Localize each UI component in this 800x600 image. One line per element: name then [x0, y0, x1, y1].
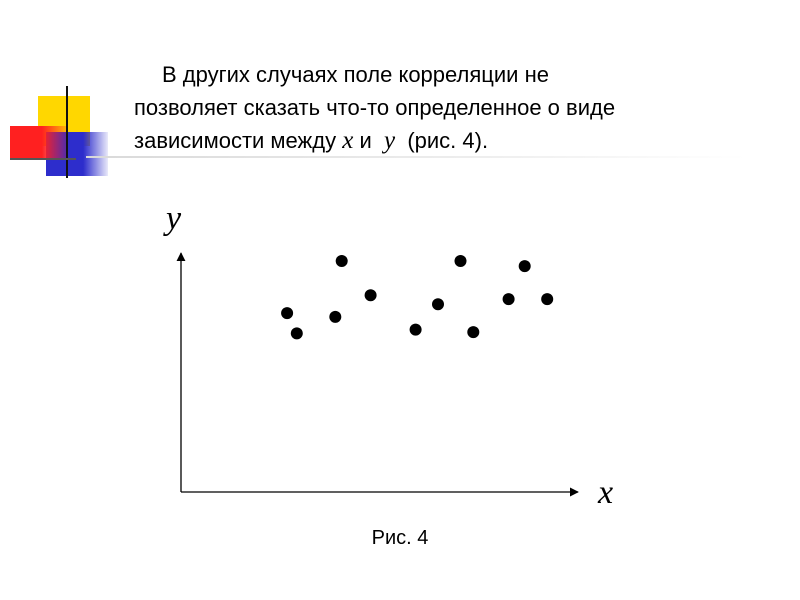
- title-conjunction: и: [359, 128, 372, 153]
- data-point-12: [541, 293, 553, 305]
- title-line-2: позволяет сказать что-то определенное о виде: [134, 95, 616, 120]
- title-var-y: y: [383, 127, 396, 154]
- data-point-8: [455, 255, 467, 267]
- data-point-1: [281, 307, 293, 319]
- data-point-3: [329, 311, 341, 323]
- data-point-7: [432, 298, 444, 310]
- data-points: [281, 255, 553, 339]
- data-point-2: [291, 327, 303, 339]
- data-point-9: [467, 326, 479, 338]
- data-point-6: [410, 324, 422, 336]
- data-point-10: [503, 293, 515, 305]
- data-point-4: [336, 255, 348, 267]
- y-axis-label: y: [166, 200, 182, 237]
- data-point-5: [365, 289, 377, 301]
- title-line-1: В других случаях поле корреляции не: [162, 62, 549, 87]
- figure-caption: Рис. 4: [371, 527, 429, 549]
- title-line-3-text: зависимости между: [134, 128, 337, 153]
- title-var-x: x: [342, 127, 354, 154]
- x-axis-label: x: [598, 474, 614, 511]
- data-point-11: [519, 260, 531, 272]
- title-line-3-end: (рис. 4).: [407, 128, 489, 153]
